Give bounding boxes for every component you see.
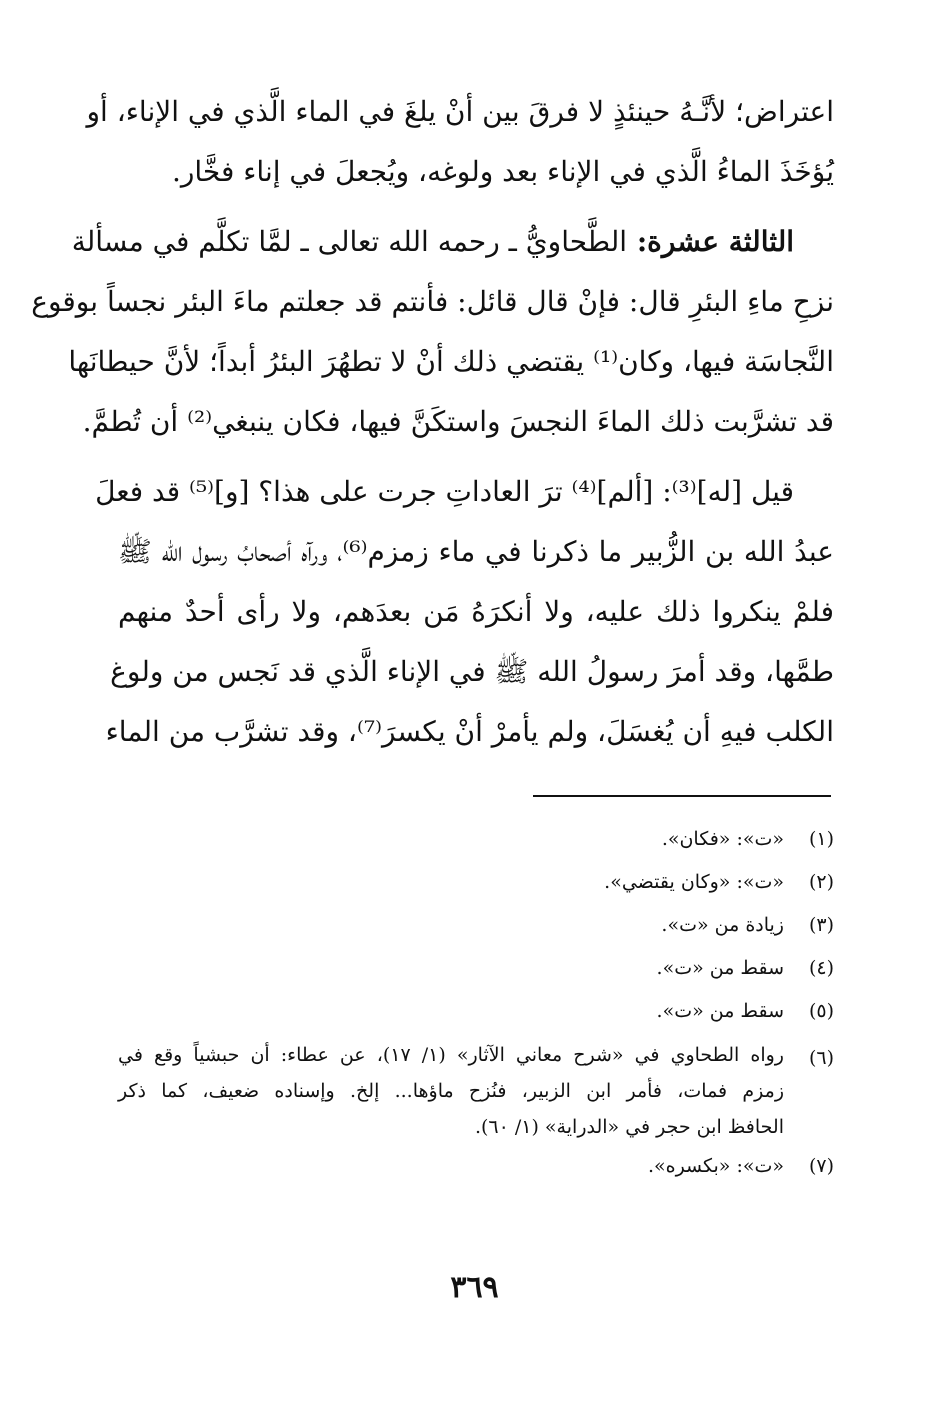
- footnote-text: «ت»: «وكان يقتضي».: [604, 871, 784, 893]
- footnote-6: [118, 1033, 834, 1145]
- text-line: النَّجاسَة فيها، وكان⁽¹⁾ يقتضي ذلك أنْ لا تطهُرَ البئرُ أبداً؛ لأنَّ حيطانَها: [68, 345, 834, 378]
- text-line: الكلب فيهِ أن يُغسَلَ، ولم يأمرْ أنْ يكسرَ⁽⁷⁾، وقد تشرَّب من الماء: [105, 715, 834, 748]
- footnote-number: (٦): [808, 1047, 834, 1069]
- paragraph-2: [31, 212, 834, 452]
- footnote-7: [118, 1145, 834, 1188]
- footnote-1: [118, 818, 834, 861]
- footnote-4: [118, 947, 834, 990]
- main-text: [31, 82, 835, 762]
- footnote-2: [118, 861, 834, 904]
- text-line: اعتراض؛ لأنَّـهُ حينئذٍ لا فرقَ بين أنْ يلغَ في الماء الَّذي في الإناء، أو: [86, 95, 834, 128]
- footnote-number: (١): [808, 828, 834, 850]
- text-line: عبدُ الله بن الزُّبير ما ذكرنا في ماء زمزم⁽⁶⁾، ورآه أصحابُ رسول الله ﷺ: [118, 535, 834, 568]
- footnote-text: «ت»: «فكان».: [661, 828, 784, 850]
- paragraph-3: [95, 462, 835, 762]
- text-line: يُؤخَذَ الماءُ الَّذي في الإناء بعد ولوغه، ويُجعلَ في إناء فخَّار.: [171, 155, 834, 188]
- text-line: فلمْ ينكروا ذلك عليه، ولا أنكرَهُ مَن بعدَهم، ولا رأى أحدٌ منهم: [118, 595, 835, 628]
- footnote-text: سقط من «ت».: [656, 1000, 784, 1022]
- text-line: قيل [له]⁽³⁾: [ألم]⁽⁴⁾ ترَ العاداتِ جرت على هذا؟ [و]⁽⁵⁾ قد فعلَ: [95, 475, 794, 508]
- text-line: قد تشرَّبت ذلك الماءَ النجسَ واستكَنَّ فيها، فكان ينبغي⁽²⁾ أن تُطمَّ.: [82, 405, 834, 438]
- text-line: طمَّها، وقد أمرَ رسولُ الله ﷺ في الإناء الَّذي قد نَجس من ولوغ: [110, 655, 834, 688]
- footnote-line: زمزم فمات، فأمر ابن الزبير، فنُزح ماؤها... إلخ. وإسناده ضعيف، كما ذكر: [118, 1080, 784, 1102]
- text-line-rest: الطَّحاويُّ ـ رحمه الله تعالى ـ لمَّا تكلَّم في مسألة: [71, 225, 628, 258]
- footnote-line: الحافظ ابن حجر في «الدراية» (١/ ٦٠).: [474, 1116, 784, 1138]
- footnote-divider: [533, 795, 831, 797]
- footnote-3: [118, 904, 834, 947]
- text-line: نزحِ ماءِ البئرِ قال: فإنْ قال قائل: فأنتم قد جعلتم ماءَ البئر نجساً بوقوع: [31, 285, 834, 318]
- footnote-number: (٣): [808, 914, 834, 936]
- footnote-text: [118, 1037, 784, 1145]
- section-heading: الثالثة عشرة:: [627, 225, 794, 258]
- paragraph-1: [86, 82, 834, 202]
- footnote-number: (٤): [808, 957, 834, 979]
- footnote-text: زيادة من «ت».: [661, 914, 784, 936]
- footnote-number: (٢): [808, 871, 834, 893]
- footnote-number: (٥): [808, 1000, 834, 1022]
- page-number: ٣٦٩: [450, 1270, 499, 1305]
- footnote-line: رواه الطحاوي في «شرح معاني الآثار» (١/ ١٧)، عن عطاء: أن حبشياً وقع في: [118, 1044, 784, 1066]
- text-line: [71, 212, 834, 272]
- footnote-5: [118, 990, 834, 1033]
- footnote-text: «ت»: «بكسره».: [647, 1155, 784, 1177]
- footnote-number: (٧): [808, 1155, 834, 1177]
- footnotes: [118, 818, 834, 1188]
- footnote-text: سقط من «ت».: [656, 957, 784, 979]
